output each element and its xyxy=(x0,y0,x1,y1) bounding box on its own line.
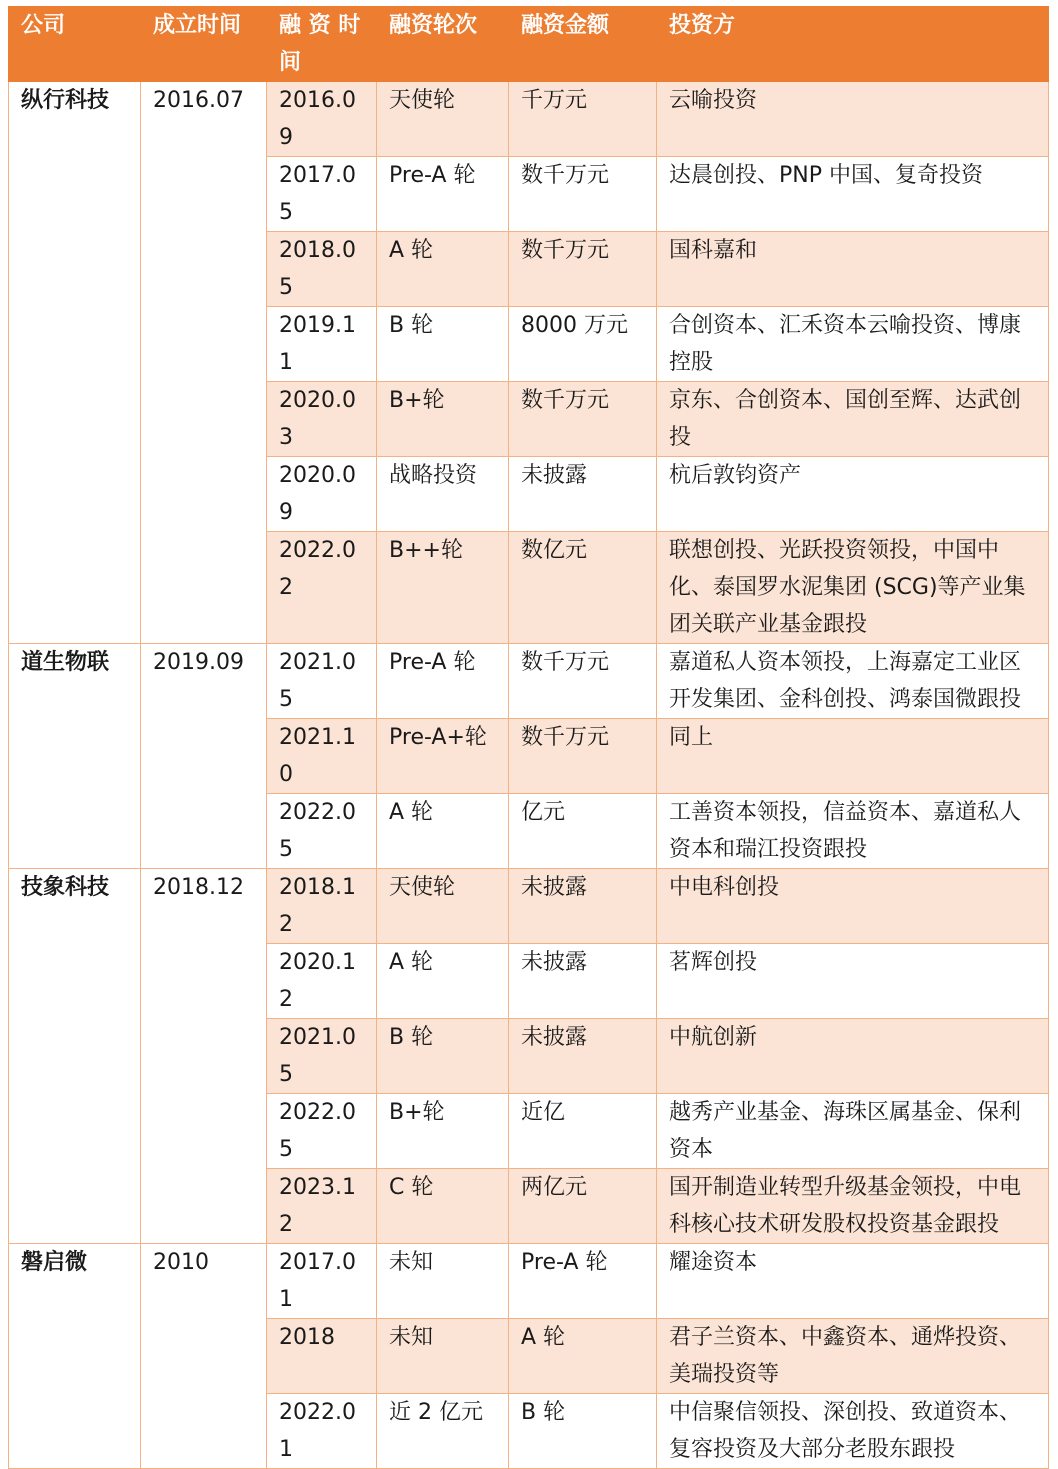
funding-round: 未知 xyxy=(377,1244,509,1319)
funding-round: B 轮 xyxy=(377,1019,509,1094)
founded-date: 2010 xyxy=(141,1244,267,1469)
header-founded: 成立时间 xyxy=(141,7,267,82)
funding-date: 2018.12 xyxy=(267,869,377,944)
investors: 杭后敦钧资产 xyxy=(657,457,1049,532)
header-funding-date: 融 资 时 间 xyxy=(267,7,377,82)
investors: 中航创新 xyxy=(657,1019,1049,1094)
funding-amount: 数亿元 xyxy=(509,532,657,644)
funding-round: B++轮 xyxy=(377,532,509,644)
funding-date: 2022.02 xyxy=(267,532,377,644)
funding-amount: 亿元 xyxy=(509,794,657,869)
funding-amount: 8000 万元 xyxy=(509,307,657,382)
funding-round: A 轮 xyxy=(377,794,509,869)
funding-table xyxy=(8,6,1049,1469)
investors: 同上 xyxy=(657,719,1049,794)
company-name: 道生物联 xyxy=(9,644,141,869)
investors: 京东、合创资本、国创至辉、达武创投 xyxy=(657,382,1049,457)
funding-round: Pre-A+轮 xyxy=(377,719,509,794)
header-company: 公司 xyxy=(9,7,141,82)
funding-date: 2020.03 xyxy=(267,382,377,457)
investors: 茗辉创投 xyxy=(657,944,1049,1019)
table-row xyxy=(9,644,1049,719)
table-row xyxy=(9,82,1049,157)
funding-round: B 轮 xyxy=(377,307,509,382)
funding-round: 天使轮 xyxy=(377,869,509,944)
founded-date: 2018.12 xyxy=(141,869,267,1244)
funding-amount: 数千万元 xyxy=(509,157,657,232)
funding-date: 2022.05 xyxy=(267,794,377,869)
investors: 中信聚信领投、深创投、致道资本、复容投资及大部分老股东跟投 xyxy=(657,1394,1049,1469)
funding-amount: 未披露 xyxy=(509,457,657,532)
investors: 越秀产业基金、海珠区属基金、保利资本 xyxy=(657,1094,1049,1169)
funding-amount: A 轮 xyxy=(509,1319,657,1394)
funding-round: Pre-A 轮 xyxy=(377,644,509,719)
funding-amount: 千万元 xyxy=(509,82,657,157)
funding-date: 2022.01 xyxy=(267,1394,377,1469)
header-round: 融资轮次 xyxy=(377,7,509,82)
funding-round: B+轮 xyxy=(377,1094,509,1169)
funding-amount: Pre-A 轮 xyxy=(509,1244,657,1319)
funding-round: A 轮 xyxy=(377,944,509,1019)
funding-date: 2017.05 xyxy=(267,157,377,232)
funding-amount: 近亿 xyxy=(509,1094,657,1169)
funding-date: 2016.09 xyxy=(267,82,377,157)
investors: 达晨创投、PNP 中国、复奇投资 xyxy=(657,157,1049,232)
funding-amount: 两亿元 xyxy=(509,1169,657,1244)
investors: 君子兰资本、中鑫资本、通烨投资、美瑞投资等 xyxy=(657,1319,1049,1394)
table-row xyxy=(9,1244,1049,1319)
funding-round: Pre-A 轮 xyxy=(377,157,509,232)
header-amount: 融资金额 xyxy=(509,7,657,82)
funding-date: 2021.10 xyxy=(267,719,377,794)
funding-date: 2020.12 xyxy=(267,944,377,1019)
header-row xyxy=(9,7,1049,82)
investors: 嘉道私人资本领投，上海嘉定工业区开发集团、金科创投、鸿泰国微跟投 xyxy=(657,644,1049,719)
company-name: 技象科技 xyxy=(9,869,141,1244)
funding-round: B+轮 xyxy=(377,382,509,457)
funding-amount: 未披露 xyxy=(509,869,657,944)
funding-date: 2021.05 xyxy=(267,644,377,719)
header-investors: 投资方 xyxy=(657,7,1049,82)
funding-date: 2019.11 xyxy=(267,307,377,382)
funding-amount: 数千万元 xyxy=(509,719,657,794)
investors: 合创资本、汇禾资本云喻投资、博康控股 xyxy=(657,307,1049,382)
company-name: 磐启微 xyxy=(9,1244,141,1469)
founded-date: 2019.09 xyxy=(141,644,267,869)
funding-date: 2022.05 xyxy=(267,1094,377,1169)
funding-date: 2021.05 xyxy=(267,1019,377,1094)
funding-amount: 未披露 xyxy=(509,944,657,1019)
table-row xyxy=(9,869,1049,944)
investors: 联想创投、光跃投资领投，中国中化、泰国罗水泥集团 (SCG)等产业集团关联产业基金跟投 xyxy=(657,532,1049,644)
investors: 工善资本领投，信益资本、嘉道私人资本和瑞江投资跟投 xyxy=(657,794,1049,869)
funding-amount: 未披露 xyxy=(509,1019,657,1094)
investors: 云喻投资 xyxy=(657,82,1049,157)
funding-round: 天使轮 xyxy=(377,82,509,157)
company-name: 纵行科技 xyxy=(9,82,141,644)
founded-date: 2016.07 xyxy=(141,82,267,644)
funding-date: 2018.05 xyxy=(267,232,377,307)
funding-round: C 轮 xyxy=(377,1169,509,1244)
investors: 国开制造业转型升级基金领投，中电科核心技术研发股权投资基金跟投 xyxy=(657,1169,1049,1244)
funding-round: 未知 xyxy=(377,1319,509,1394)
funding-date: 2020.09 xyxy=(267,457,377,532)
funding-date: 2017.01 xyxy=(267,1244,377,1319)
investors: 耀途资本 xyxy=(657,1244,1049,1319)
investors: 国科嘉和 xyxy=(657,232,1049,307)
funding-date: 2018 xyxy=(267,1319,377,1394)
funding-date: 2023.12 xyxy=(267,1169,377,1244)
funding-round: 战略投资 xyxy=(377,457,509,532)
investors: 中电科创投 xyxy=(657,869,1049,944)
funding-amount: 数千万元 xyxy=(509,232,657,307)
funding-amount: 数千万元 xyxy=(509,644,657,719)
funding-amount: 数千万元 xyxy=(509,382,657,457)
funding-round: A 轮 xyxy=(377,232,509,307)
funding-round: 近 2 亿元 xyxy=(377,1394,509,1469)
funding-amount: B 轮 xyxy=(509,1394,657,1469)
